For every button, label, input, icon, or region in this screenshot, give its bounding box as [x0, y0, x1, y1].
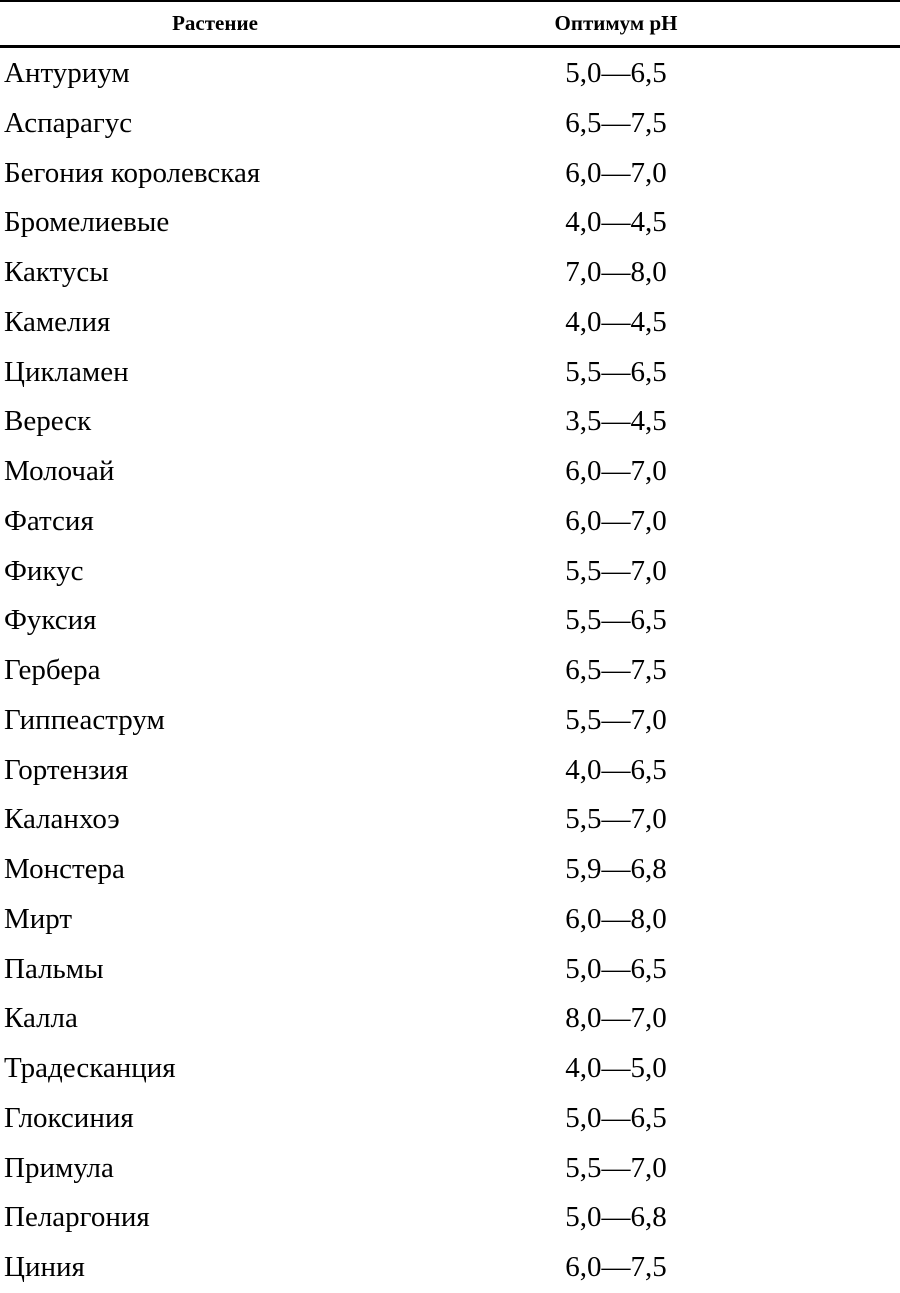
ph-range: 5,9—6,8: [565, 853, 667, 885]
plant-name: Циния: [4, 1251, 85, 1283]
table-row: [0, 696, 900, 746]
plant-name: Примула: [4, 1151, 114, 1184]
plant-name: Цикламен: [4, 355, 129, 388]
ph-range: 5,5—7,0: [565, 554, 667, 587]
ph-range: 6,0—7,0: [565, 156, 667, 189]
ph-range: 6,0—8,0: [565, 902, 667, 935]
table-row: [0, 447, 900, 497]
ph-range: 5,5—6,5: [565, 355, 667, 388]
plant-name: Мирт: [4, 902, 73, 935]
ph-range: 6,5—7,5: [565, 654, 667, 686]
ph-range: 6,0—7,5: [565, 1251, 667, 1283]
ph-range: 4,0—6,5: [565, 753, 667, 786]
table-row: [0, 298, 900, 348]
plant-name: Каланхоэ: [4, 803, 120, 836]
plant-name: Бромелиевые: [4, 206, 170, 239]
table-row: [0, 497, 900, 547]
ph-range: 3,5—4,5: [565, 405, 667, 438]
table-row: [0, 348, 900, 398]
ph-range: 5,5—7,0: [565, 1151, 667, 1184]
ph-range: 7,0—8,0: [565, 256, 667, 288]
table-header-rule: [0, 45, 900, 48]
ph-range: 6,5—7,5: [565, 106, 667, 139]
table-row: [0, 1193, 900, 1243]
plant-name: Камелия: [4, 305, 111, 338]
plant-name: Кактусы: [4, 256, 109, 288]
table-row: [0, 845, 900, 895]
ph-range: 6,0—7,0: [565, 455, 667, 487]
table-row: [0, 49, 900, 99]
plant-name: Фуксия: [4, 604, 97, 637]
table-row: [0, 646, 900, 696]
table-row: [0, 945, 900, 995]
table-row: [0, 1044, 900, 1094]
ph-range: 5,0—6,5: [565, 952, 667, 985]
table-body: [0, 49, 900, 1293]
header-plant: Растение: [172, 11, 258, 35]
table-row: [0, 795, 900, 845]
table-row: [0, 149, 900, 199]
plant-name: Традесканция: [4, 1052, 176, 1084]
table-row: [0, 248, 900, 298]
ph-range: 5,5—7,0: [565, 803, 667, 836]
ph-range: 4,0—5,0: [565, 1052, 667, 1084]
table-row: [0, 994, 900, 1044]
ph-range: 5,0—6,5: [565, 1101, 667, 1134]
plant-name: Пеларгония: [4, 1201, 150, 1234]
header-optimum-ph: Оптимум pH: [554, 11, 678, 35]
ph-range: 5,5—6,5: [565, 604, 667, 637]
ph-range: 5,5—7,0: [565, 703, 667, 736]
ph-range: 8,0—7,0: [565, 1002, 667, 1035]
ph-range: 4,0—4,5: [565, 206, 667, 239]
plant-name: Фикус: [4, 554, 84, 587]
table-row: [0, 1094, 900, 1144]
table-row: [0, 895, 900, 945]
plant-name: Калла: [4, 1002, 78, 1035]
plant-name: Гортензия: [4, 753, 129, 786]
plant-name: Гербера: [4, 654, 101, 686]
plant-name: Антуриум: [4, 57, 130, 89]
plant-name: Пальмы: [4, 952, 104, 985]
plant-name: Бегония королевская: [4, 156, 261, 189]
table-row: [0, 198, 900, 248]
table-row: [0, 1243, 900, 1293]
ph-range: 5,0—6,8: [565, 1201, 667, 1234]
plant-name: Монстера: [4, 853, 125, 885]
table-header-row: [0, 2, 900, 45]
plant-name: Вереск: [4, 405, 92, 438]
plant-name: Молочай: [4, 455, 115, 487]
plant-name: Гиппеаструм: [4, 703, 165, 736]
ph-range: 4,0—4,5: [565, 305, 667, 338]
plant-name: Глоксиния: [4, 1101, 134, 1134]
table-row: [0, 397, 900, 447]
plant-name: Аспарагус: [4, 106, 133, 139]
table-row: [0, 99, 900, 149]
table-row: [0, 547, 900, 597]
table-row: [0, 746, 900, 796]
ph-range: 6,0—7,0: [565, 504, 667, 537]
plant-name: Фатсия: [4, 504, 94, 537]
ph-range: 5,0—6,5: [565, 57, 667, 89]
table-row: [0, 1144, 900, 1194]
table-row: [0, 596, 900, 646]
